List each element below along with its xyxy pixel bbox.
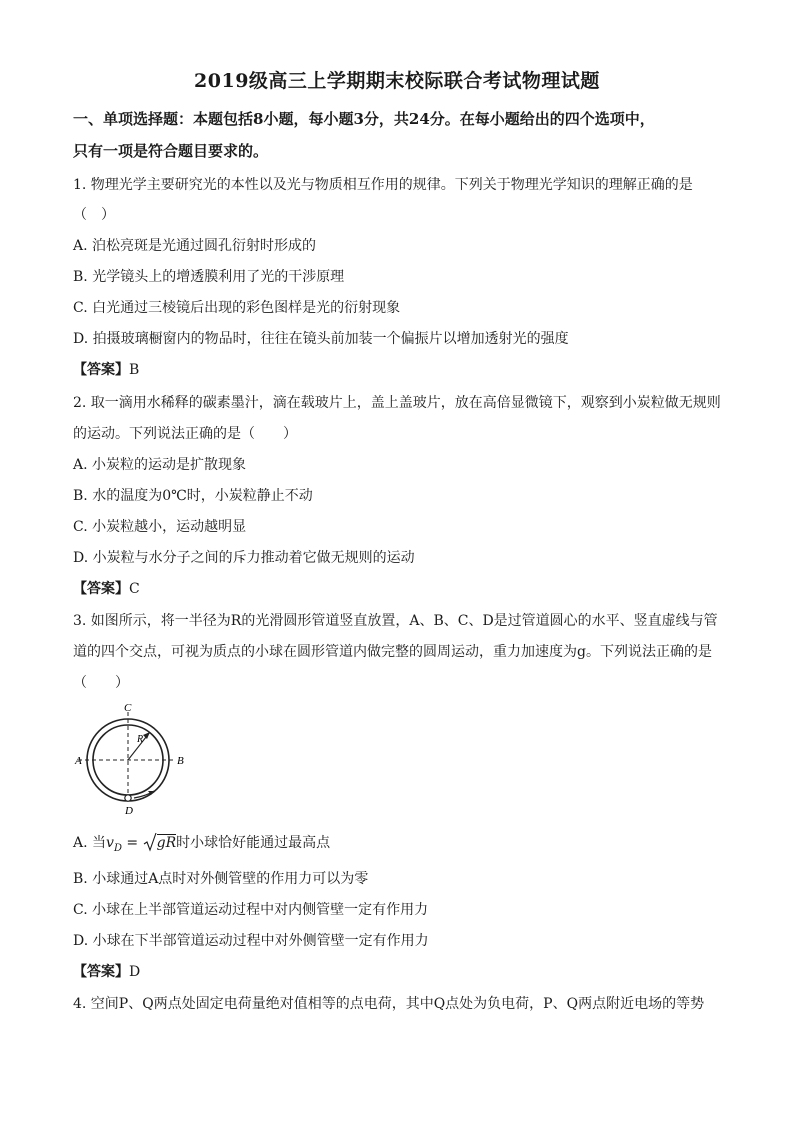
q3-option-c: C. 小球在上半部管道运动过程中对内侧管壁一定有作用力 (73, 902, 429, 918)
q1-stem-line2: （ ） (73, 207, 115, 223)
label-r: R (137, 734, 144, 745)
q1-stem-line1: 1. 物理光学主要研究光的本性以及光与物质相互作用的规律。下列关于物理光学知识的理解正确的是 (73, 177, 693, 193)
answer-label: 【答案】 (73, 362, 129, 378)
answer-label: 【答案】 (73, 581, 129, 597)
q3-stem-line2: 道的四个交点，可视为质点的小球在圆形管道内做完整的圆周运动，重力加速度为g。下列说法正确的是 (73, 644, 712, 660)
label-c: C (124, 702, 132, 714)
section-heading-line1: 一、单项选择题：本题包括8小题，每小题3分，共24分。在每小题给出的四个选项中， (73, 110, 655, 128)
q2-option-a: A. 小炭粒的运动是扩散现象 (73, 457, 247, 473)
label-d: D (125, 805, 133, 817)
q3-answer (73, 961, 140, 981)
q1-option-a: A. 泊松亮斑是光通过圆孔衍射时形成的 (73, 238, 317, 254)
q3-option-d: D. 小球在下半部管道运动过程中对外侧管壁一定有作用力 (73, 933, 429, 949)
circular-pipe-diagram (72, 700, 192, 820)
q2-option-c: C. 小炭粒越小，运动越明显 (73, 519, 247, 535)
q1-option-b: B. 光学镜头上的增透膜利用了光的干涉原理 (73, 269, 345, 285)
q2-option-b: B. 水的温度为0℃时，小炭粒静止不动 (73, 488, 313, 504)
q2-stem-line1: 2. 取一滴用水稀释的碳素墨汁，滴在载玻片上，盖上盖玻片，放在高倍显微镜下，观察到小炭粒做无规则 (73, 395, 721, 411)
q4-stem-line1: 4. 空间P、Q两点处固定电荷量绝对值相等的点电荷，其中Q点处为负电荷，P、Q两点附近电场的等势 (73, 996, 705, 1012)
label-a: A (75, 755, 82, 767)
q3-stem-line1: 3. 如图所示，将一半径为R的光滑圆形管道竖直放置，A、B、C、D是过管道圆心的水平、竖直虚线与管 (73, 613, 718, 629)
q3-option-b: B. 小球通过A点时对外侧管壁的作用力可以为零 (73, 871, 369, 887)
page-title: 2019级高三上学期期末校际联合考试物理试题 (194, 70, 600, 92)
q3-stem-line3: （ ） (73, 675, 129, 691)
answer-value: D (129, 964, 141, 980)
q1-answer (73, 359, 139, 379)
answer-value: C (129, 581, 140, 597)
sqrt-content: gR (156, 835, 177, 851)
velocity-subscript: D (113, 842, 122, 854)
q2-option-d: D. 小炭粒与水分子之间的斥力推动着它做无规则的运动 (73, 550, 415, 566)
option-a-suffix: 时小球恰好能通过最高点 (176, 835, 331, 851)
q1-option-c: C. 白光通过三棱镜后出现的彩色图样是光的衍射现象 (73, 300, 401, 316)
label-b: B (177, 755, 184, 767)
equals-sign: = (121, 835, 143, 851)
q1-option-d: D. 拍摄玻璃橱窗内的物品时，往往在镜头前加装一个偏振片以增加透射光的强度 (73, 331, 569, 347)
answer-label: 【答案】 (73, 964, 129, 980)
q3-option-a (73, 832, 330, 854)
q2-stem-line2: 的运动。下列说法正确的是（ ） (73, 426, 297, 442)
q2-answer (73, 578, 140, 598)
answer-value: B (129, 362, 140, 378)
section-heading-line2: 只有一项是符合题目要求的。 (73, 142, 269, 160)
velocity-symbol: v (106, 835, 114, 851)
option-a-prefix: A. 当 (73, 835, 107, 851)
sqrt-icon (143, 832, 157, 852)
